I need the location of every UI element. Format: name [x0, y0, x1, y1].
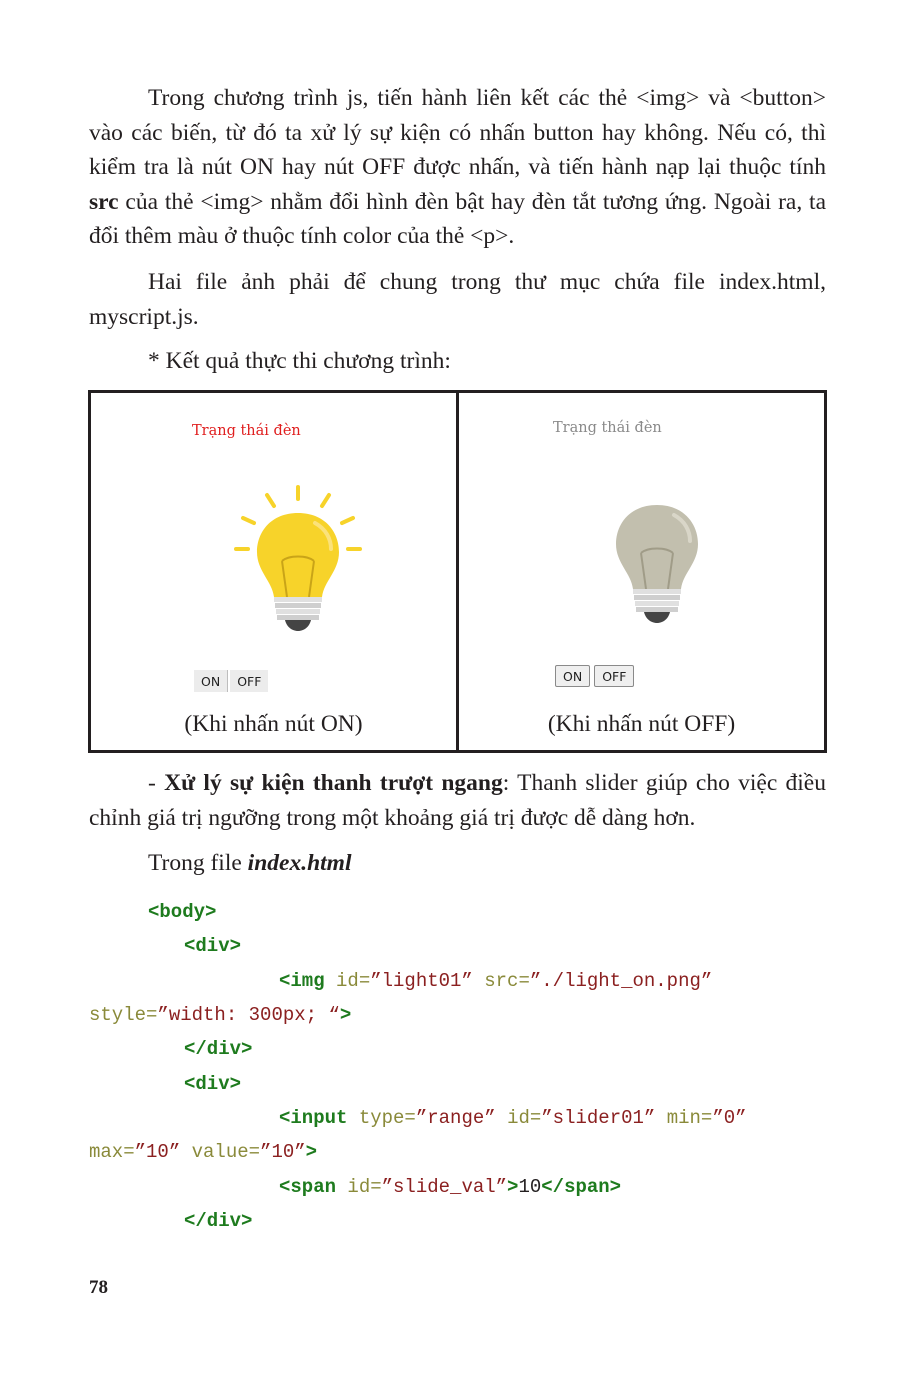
on-button[interactable]: ON	[555, 665, 590, 687]
code-line-9	[89, 1170, 826, 1205]
paragraph-js-explanation	[89, 81, 826, 254]
code-tag: </div>	[184, 1038, 253, 1060]
paragraph-result-heading: * Kết quả thực thi chương trình:	[148, 348, 451, 374]
paragraph-index-file	[89, 846, 826, 881]
code-line-7	[89, 1101, 826, 1136]
src-keyword: src	[89, 188, 119, 215]
panel-light-off	[459, 393, 824, 750]
file-name: index.html	[247, 850, 352, 876]
code-tag: </span>	[541, 1176, 622, 1198]
code-attr: style=	[89, 1004, 158, 1026]
code-attr: type=	[347, 1107, 416, 1129]
slider-description: : Thanh slider giúp cho việc điều chỉnh giá trị ngưỡng trong một khoảng giá trị được dễ dàng hơn.	[89, 770, 826, 831]
code-attr: max=	[89, 1141, 135, 1163]
code-value: ”slide_val”	[381, 1176, 508, 1198]
code-attr: src=	[472, 970, 530, 992]
caption-on: (Khi nhấn nút ON)	[184, 711, 363, 737]
code-attr: value=	[180, 1141, 261, 1163]
button-group	[555, 665, 634, 687]
code-line-8	[89, 1135, 826, 1170]
code-line-4	[89, 998, 826, 1033]
paragraph-text-rest: của thẻ <img> nhằm đổi hình đèn bật hay đèn tắt tương ứng. Ngoài ra, ta đổi thêm màu ở thuộc tính color của thẻ <p>.	[89, 188, 826, 249]
page-number: 78	[89, 1277, 108, 1298]
button-group	[194, 670, 268, 692]
code-tag: >	[305, 1141, 318, 1163]
code-value: ”slider01”	[541, 1107, 656, 1129]
code-value: ”10”	[134, 1141, 181, 1163]
code-value: ”light01”	[370, 970, 473, 992]
paragraph-image-files: Hai file ảnh phải để chung trong thư mục chứa file index.html, myscript.js.	[89, 269, 826, 330]
code-tag: <div>	[184, 1073, 242, 1095]
code-tag: <body>	[148, 901, 217, 923]
list-dash: -	[148, 770, 165, 796]
code-tag: <img	[279, 970, 325, 992]
file-prefix: Trong file	[148, 850, 248, 876]
code-line-3	[89, 964, 826, 999]
paragraph-text: Trong chương trình js, tiến hành liên kết các thẻ <img> và <button> vào các biến, từ đó ta xử lý sự kiện có nhấn button hay không. Nếu có, thì kiểm tra là nút ON hay nút OFF được nhấn, và tiến hành nạp lại thuộc tính	[89, 85, 826, 180]
state-label: Trạng thái đèn	[553, 420, 662, 436]
code-value: ”0”	[712, 1107, 747, 1129]
off-button[interactable]: OFF	[594, 665, 634, 687]
code-value: ”./light_on.png”	[529, 970, 713, 992]
code-tag: >	[507, 1176, 519, 1198]
code-attr: min=	[655, 1107, 713, 1129]
code-value: ”10”	[260, 1141, 306, 1163]
paragraph-slider-event	[89, 766, 826, 835]
code-line-1	[89, 895, 826, 930]
code-tag: <span	[279, 1176, 337, 1198]
code-value: ”width: 300px; “	[157, 1004, 340, 1026]
code-line-5	[89, 1032, 826, 1067]
code-value: ”range”	[415, 1107, 496, 1129]
code-attr: id=	[495, 1107, 542, 1129]
bulb-on-icon	[227, 479, 367, 649]
result-figure	[88, 390, 827, 753]
bulb-off-icon	[602, 493, 712, 643]
caption-off: (Khi nhấn nút OFF)	[547, 711, 736, 737]
code-tag: <div>	[184, 935, 242, 957]
code-line-6	[89, 1067, 826, 1102]
code-line-10	[89, 1204, 826, 1239]
code-text: 10	[518, 1176, 542, 1198]
code-line-2	[89, 929, 826, 964]
code-tag: </div>	[184, 1210, 253, 1232]
on-button[interactable]: ON	[194, 670, 228, 692]
code-attr: id=	[324, 970, 371, 992]
off-button[interactable]: OFF	[230, 670, 268, 692]
code-attr: id=	[336, 1176, 382, 1198]
code-tag: >	[339, 1004, 352, 1026]
code-tag: <input	[279, 1107, 348, 1129]
state-label: Trạng thái đèn	[192, 423, 301, 439]
panel-light-on	[91, 393, 459, 750]
slider-heading: Xử lý sự kiện thanh trượt ngang	[164, 770, 503, 796]
